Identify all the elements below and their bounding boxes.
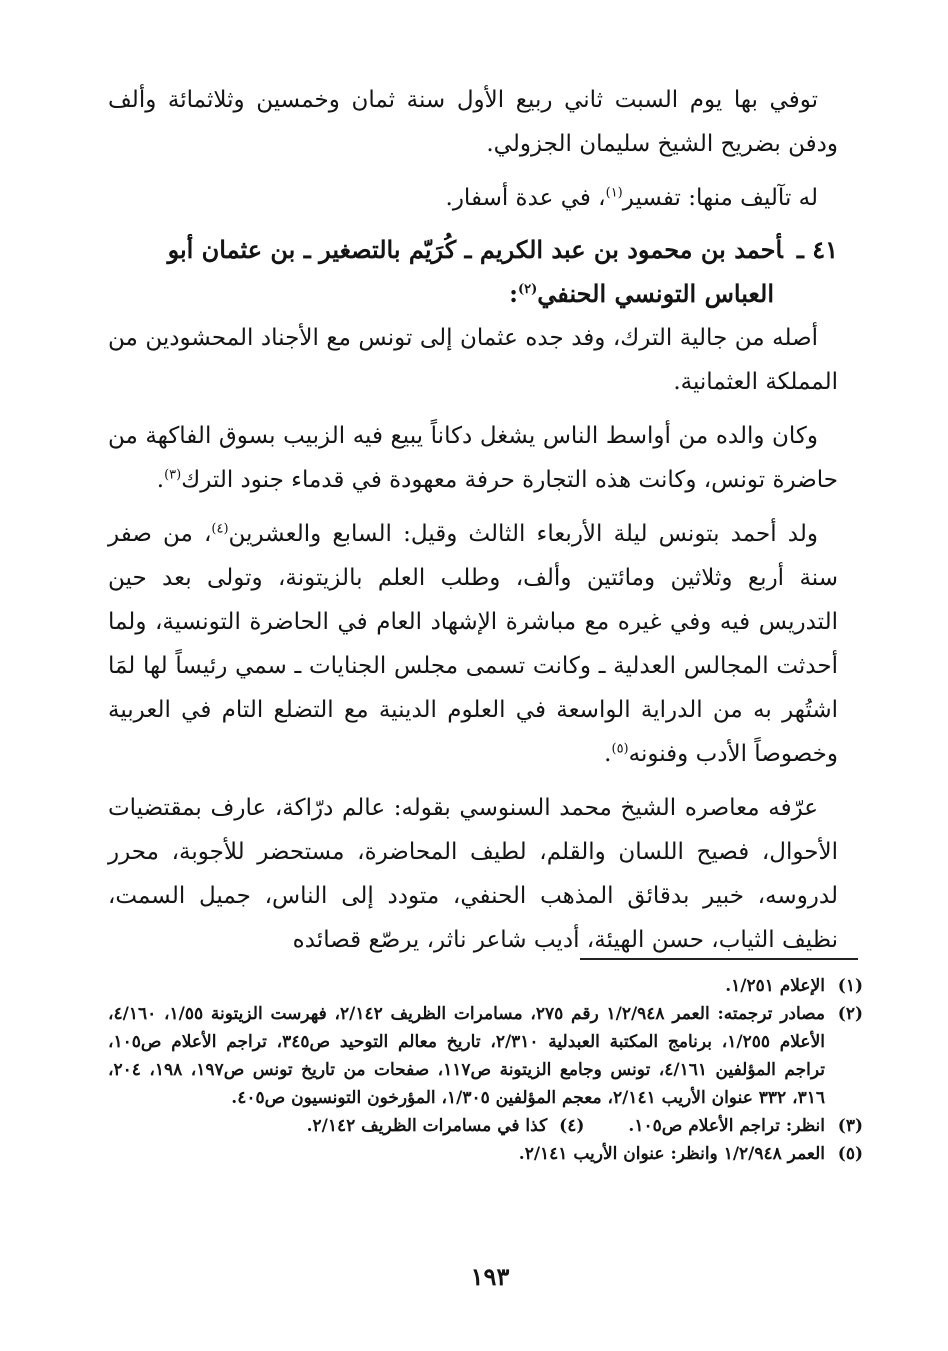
footnote-ref-1[interactable]: (١): [605, 185, 623, 201]
footnote-text: العمر ١/٢/٩٤٨ وانظر: عنوان الأريب ٢/١٤١.: [518, 1144, 825, 1164]
paragraph-works: [108, 176, 838, 220]
entry-number: ٤١ ـ: [796, 235, 838, 264]
footnote-text: الإعلام ١/٢٥١.: [725, 976, 825, 996]
footnote-text: [108, 1112, 825, 1140]
footnote-number: (١): [837, 976, 863, 996]
paragraph-death-burial: توفي بها يوم السبت ثاني ربيع الأول سنة ثمان وخمسين وثلاثمائة وألف ودفن بضريح الشيخ سليمان الجزولي.: [108, 87, 838, 157]
footnote-ref-5[interactable]: (٥): [611, 741, 629, 757]
paragraph-origin: أصله من جالية الترك، وفد جده عثمان إلى تونس مع الأجناد المحشودين من المملكة العثمانية.: [108, 325, 838, 395]
entry-title-colon: :: [509, 279, 518, 308]
footnote-2: [108, 1000, 863, 1112]
footnote-text: مصادر ترجمته: العمر ١/٢/٩٤٨ رقم ٢٧٥، مسامرات الظريف ٢/١٤٢، فهرست الزيتونة ١/٥٥، ٤/١٦٠، الأعلام ١/٢٥٥، برنامج المكتبة العبدلية ٢/٣١٠، تاريخ معالم التوحيد ص٣٤٥، تراجم الأعلام ص١٠٥، تراجم المؤلفين ٤/١٦١، تونس وجامع الزيتونة ص١١٧، صفحات من تاريخ تونس ص١٩٧، ١٩٨، ٢٠٤، ٣١٦، ٣٣٢ عنوان الأريب ٢/١٤١، معجم المؤلفين ١/٣٠٥، المؤرخون التونسيون ص٤٠٥.: [108, 1004, 826, 1108]
footnote-4-text: كذا في مسامرات الظريف ٢/١٤٢.: [306, 1116, 548, 1136]
footnote-number: (٣): [837, 1116, 863, 1136]
entry-title-line1: أحمد بن محمود بن عبد الكريم ـ كُرَيّم بالتصغير ـ بن عثمان أبو: [167, 235, 783, 264]
main-text: [108, 78, 838, 962]
footnotes: [108, 972, 863, 1168]
footnote-ref-2[interactable]: (٢): [518, 282, 538, 297]
paragraph-birth-career: [108, 512, 838, 776]
footnote-number: (٥): [837, 1144, 863, 1164]
footnote-3-text: انظر: تراجم الأعلام ص١٠٥.: [628, 1116, 825, 1136]
footnote-5: [108, 1140, 863, 1168]
footnote-ref-3[interactable]: (٣): [164, 467, 182, 483]
footnote-1: [108, 972, 863, 1000]
entry-heading: [108, 228, 838, 272]
works-text-end: ، في عدة أسفار.: [445, 185, 606, 211]
paragraph-father: [108, 414, 838, 502]
career-text: ، من صفر سنة أربع وثلاثين ومائتين وألف، وطلب العلم بالزيتونة، وتولى بعد حين التدريس فيه وفي غيره مع مباشرة الإشهاد العام في الحاضرة التونسية، ولما أحدثت المجالس العدلية ـ وكانت تسمى مجلس الجنايات ـ سمي رئيساً لها لمَا اشتُهر به من الدراية الواسعة في العلوم الدينية مع التضلع التام في العربية وخصوصاً الأدب وفنونه: [108, 521, 838, 767]
footnote-ref-4[interactable]: (٤): [211, 521, 229, 537]
father-text: وكان والده من أواسط الناس يشغل دكاناً يبيع فيه الزبيب بسوق الفاكهة من حاضرة تونس، وكانت هذه التجارة حرفة معهودة في قدماء جنود الترك: [108, 423, 838, 493]
entry-heading-cont: [108, 272, 838, 316]
footnote-4-number: (٤): [559, 1116, 585, 1136]
footnote-divider: [580, 958, 858, 960]
page-number: ١٩٣: [470, 1262, 510, 1291]
footnote-number: (٢): [837, 1004, 863, 1024]
paragraph-description: عرّفه معاصره الشيخ محمد السنوسي بقوله: عالم درّاكة، عارف بمقتضيات الأحوال، فصيح اللسان والقلم، لطيف المحاضرة، مستحضر للأجوبة، محرر لدروسه، خبير بدقائق المذهب الحنفي، متودد إلى الناس، جميل السمت، نظيف الثياب، حسن الهيئة، أديب شاعر ناثر، يرصّع قصائده: [108, 795, 838, 953]
footnote-3-4: [108, 1112, 863, 1140]
entry-title-line2: العباس التونسي الحنفي: [537, 279, 774, 308]
birth-text: ولد أحمد بتونس ليلة الأربعاء الثالث وقيل: السابع والعشرين: [228, 521, 818, 547]
works-text: له تآليف منها: تفسير: [622, 185, 818, 211]
father-text-end: .: [156, 467, 165, 493]
career-text-end: .: [604, 741, 612, 767]
